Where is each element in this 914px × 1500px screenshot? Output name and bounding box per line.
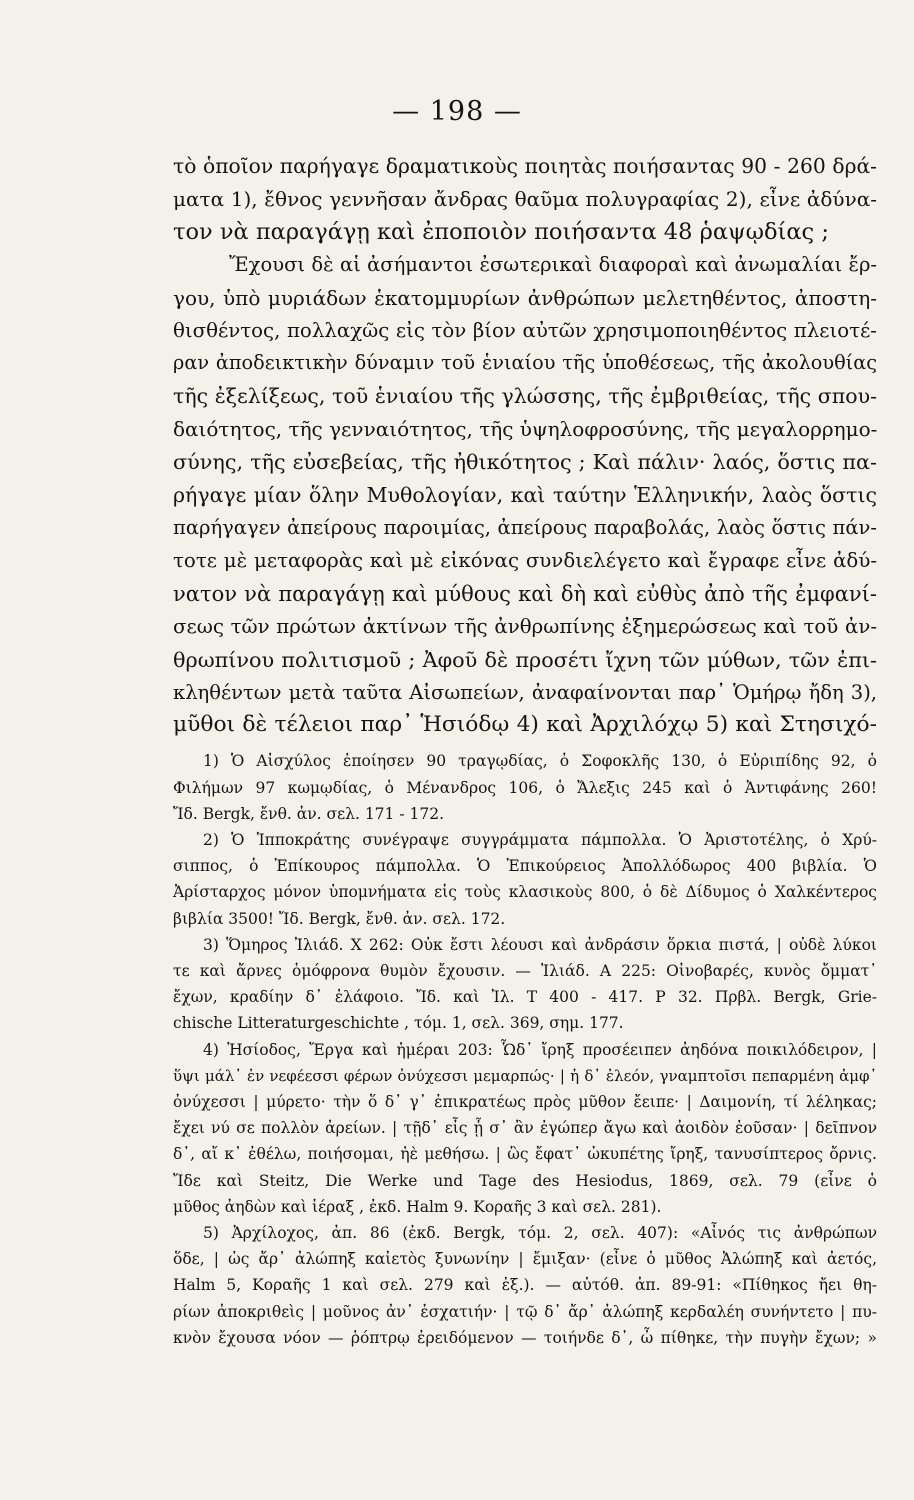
footnote-line: 3) Ὅμηρος Ἰλιάδ. Χ 262: Οὐκ ἔστι λέουσι καὶ ἀνδράσιν ὅρκια πιστά, | οὐδὲ λύκοι (203, 935, 877, 954)
footnote-line: σιππος, ὁ Ἐπίκουρος πάμπολλα. Ὁ Ἐπικούρειος Ἀπολλόδωρος 400 βιβλία. Ὁ (173, 857, 877, 876)
footnote-line: ὕψι μάλ᾽ ἐν νεφέεσσι φέρων ὀνύχεσσι μεμαρπώς· | ἡ δ᾽ ἐλεόν, γναμπτοῖσι πεπαρμένη ἀμφ᾽ (173, 1066, 877, 1085)
footnote-line: βιβλία 3500! Ἴδ. Bergk, ἔνθ. ἀν. σελ. 172. (173, 909, 506, 928)
text-line: τὸ ὁποῖον παρήγαγε δραματικοὺς ποιητὰς ποιήσαντας 90 - 260 δρά- (173, 154, 877, 178)
footnote-line: chische Litteraturgeschichte , τόμ. 1, σελ. 369, σημ. 177. (173, 1014, 624, 1033)
footnote-line: ρίων ἀποκριθεὶς | μοῦνος ἀν᾽ ἐσχατιήν· | τῷ δ᾽ ἄρ᾽ ἀλώπηξ κερδαλέη συνήντετο | πυ- (173, 1302, 877, 1321)
page-number: — 198 — (392, 96, 522, 127)
text-line: ραν ἀποδεικτικὴν δύναμιν τοῦ ἑνιαίου τῆς ὑποθέσεως, τῆς ἀκολουθίας (173, 351, 877, 375)
footnote-line: 2) Ὁ Ἱπποκράτης συνέγραψε συγγράμματα πάμπολλα. Ὁ Ἀριστοτέλης, ὁ Χρύ- (203, 830, 877, 849)
footnote-line: Halm 5, Κοραῆς 1 καὶ σελ. 279 καὶ ἑξ.). — αὐτόθ. ἀπ. 89-91: «Πίθηκος ἤει θη- (173, 1276, 877, 1295)
footnote-line: ἔχων, κραδίην δ᾽ ἐλάφοιο. Ἴδ. καὶ Ἰλ. Τ 400 - 417. Ρ 32. Πρβλ. Bergk, Grie- (173, 988, 877, 1007)
text-line: θρωπίνου πολιτισμοῦ ; Ἀφοῦ δὲ προσέτι ἴχνη τῶν μύθων, τῶν ἐπι- (173, 647, 877, 672)
main-text (173, 150, 877, 742)
footnote-line: κνὸν ἔχουσα νόον — ῥόπτρῳ ἐρειδόμενον — τοιήνδε δ᾽, ὦ πίθηκε, τὴν πυγὴν ἔχων; » (173, 1328, 877, 1347)
footnote-line: ἔχει νύ σε πολλὸν ἀρείων. | τῇδ᾽ εἶς ᾗ σ᾽ ἂν ἐγώπερ ἄγω καὶ ἀοιδὸν ἐοῦσαν· | δεῖπνον (173, 1119, 877, 1138)
text-line: σύνης, τῆς εὐσεβείας, τῆς ἠθικότητος ; Καὶ πάλιν· λαός, ὅστις πα- (173, 450, 877, 475)
text-line: κληθέντων μετὰ ταῦτα Αἰσωπείων, ἀναφαίνονται παρ᾽ Ὁμήρῳ ἤδη 3), (173, 680, 877, 704)
text-line: μῦθοι δὲ τέλειοι παρ᾽ Ἡσιόδῳ 4) καὶ Ἀρχιλόχῳ 5) καὶ Στησιχό- (173, 712, 877, 738)
footnote-line: μῦθος ἀηδὼν καὶ ἱέραξ , ἐκδ. Halm 9. Κοραῆς 3 καὶ σελ. 281). (173, 1197, 662, 1216)
footnote-line: ὅδε, | ὡς ἄρ᾽ ἀλώπηξ καἰετὸς ξυνωνίην | ἔμιξαν· (εἶνε ὁ μῦθος Ἀλώπηξ καὶ ἀετός, (173, 1250, 877, 1269)
text-line: τῆς ἐξελίξεως, τοῦ ἑνιαίου τῆς γλώσσης, τῆς ἐμβριθείας, τῆς σπου- (173, 384, 877, 409)
text-line: παρήγαγεν ἀπείρους παροιμίας, ἀπείρους παραβολάς, λαὸς ὅστις πάν- (173, 515, 877, 539)
text-line: ρήγαγε μίαν ὅλην Μυθολογίαν, καὶ ταύτην Ἑλληνικήν, λαὸς ὅστις (173, 483, 877, 508)
footnote-line: Φιλήμων 97 κωμῳδίας, ὁ Μένανδρος 106, ὁ Ἄλεξις 245 καὶ ὁ Ἀντιφάνης 260! (173, 778, 877, 797)
footnote-line: Ἴδε καὶ Steitz, Die Werke und Tage des Hesiodus, 1869, σελ. 79 (εἶνε ὁ (173, 1171, 877, 1190)
footnotes (173, 748, 877, 1351)
text-line: νατον νὰ παραγάγῃ καὶ μύθους καὶ δὴ καὶ εὐθὺς ἀπὸ τῆς ἐμφανί- (173, 581, 877, 606)
text-line: δαιότητος, τῆς γενναιότητος, τῆς ὑψηλοφροσύνης, τῆς μεγαλορρημο- (173, 417, 878, 442)
text-line: τοτε μὲ μεταφορὰς καὶ μὲ εἰκόνας συνδιελέγετο καὶ ἔγραφε εἶνε ἀδύ- (173, 548, 877, 572)
footnote-line: 5) Ἀρχίλοχος, ἀπ. 86 (ἐκδ. Bergk, τόμ. 2, σελ. 407): «Αἶνός τις ἀνθρώπων (203, 1223, 877, 1242)
footnote-line: ὀνύχεσσι | μύρετο· τὴν ὅ δ᾽ γ᾽ ἐπικρατέως πρὸς μῦθον ἔειπε· | Δαιμονίη, τί λέληκας; (173, 1092, 877, 1111)
text-line: σεως τῶν πρώτων ἀκτίνων τῆς ἀνθρωπίνης ἐξημερώσεως καὶ τοῦ ἀν- (173, 614, 877, 638)
footnote-line: 4) Ἡσίοδος, Ἔργα καὶ ἡμέραι 203: Ὧδ᾽ ἴρηξ προσέειπεν ἀηδόνα ποικιλόδειρον, | (203, 1040, 877, 1059)
text-line: γου, ὑπὸ μυριάδων ἑκατομμυρίων ἀνθρώπων μελετηθέντος, ἀποστη- (173, 285, 877, 310)
text-line: Ἔχουσι δὲ αἱ ἀσήμαντοι ἐσωτερικαὶ διαφοραὶ καὶ ἀνωμαλίαι ἔρ- (229, 252, 877, 276)
footnote-line: 1) Ὁ Αἰσχύλος ἐποίησεν 90 τραγῳδίας, ὁ Σοφοκλῆς 130, ὁ Εὐριπίδης 92, ὁ (203, 752, 877, 771)
footnote-line: Ἀρίσταρχος μόνον ὑπομνήματα εἰς τοὺς κλασικοὺς 800, ὁ δὲ Δίδυμος ὁ Χαλκέντερος (173, 883, 877, 902)
footnote-line: δ᾽, αἴ κ᾽ ἐθέλω, ποιήσομαι, ἠὲ μεθήσω. | ὣς ἔφατ᾽ ὠκυπέτης ἴρηξ, τανυσίπτερος ὄρνις. (173, 1145, 877, 1164)
text-line: τον νὰ παραγάγῃ καὶ ἐποποιὸν ποιήσαντα 48 ῥαψῳδίας ; (173, 218, 829, 245)
text-line: θισθέντος, πολλαχῶς εἰς τὸν βίον αὐτῶν χρησιμοποιηθέντος πλειοτέ- (173, 318, 877, 342)
text-line: ματα 1), ἔθνος γεννῆσαν ἄνδρας θαῦμα πολυγραφίας 2), εἶνε ἀδύνα- (173, 186, 877, 211)
footnote-line: τε καὶ ἄρνες ὁμόφρονα θυμὸν ἔχουσιν. — Ἰλιάδ. Α 225: Οἰνοβαρές, κυνὸς ὄμματ᾽ (173, 961, 877, 980)
footnote-line: Ἴδ. Bergk, ἔνθ. ἀν. σελ. 171 - 172. (173, 804, 445, 823)
